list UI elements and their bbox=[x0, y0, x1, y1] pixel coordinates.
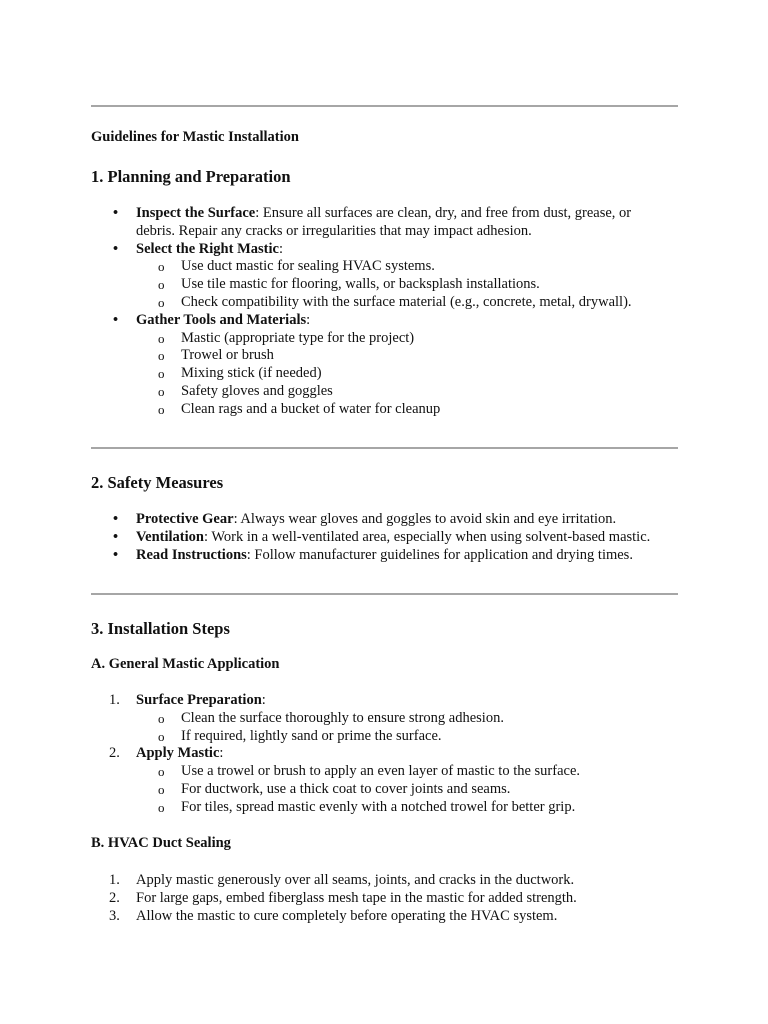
item-text: : bbox=[278, 240, 283, 257]
subsection-heading-hvac: B. HVAC Duct Sealing bbox=[91, 835, 231, 851]
list-item-protective-gear bbox=[91, 511, 691, 529]
sub-item-text: Use tile mastic for flooring, walls, or backsplash installations. bbox=[181, 276, 540, 293]
sub-item-text: Clean the surface thoroughly to ensure strong adhesion. bbox=[181, 709, 504, 726]
item-text: : bbox=[219, 745, 224, 762]
list-item-gather-tools bbox=[91, 312, 691, 330]
sub-bullet-marker: o bbox=[158, 781, 165, 797]
item-text-continued: debris. Repair any cracks or irregularities that may impact adhesion. bbox=[136, 222, 532, 239]
sub-item-text: Mixing stick (if needed) bbox=[181, 365, 322, 382]
item-text: : Always wear gloves and goggles to avoid skin and eye irritation. bbox=[233, 511, 617, 527]
item-term: Gather Tools and Materials bbox=[136, 311, 307, 328]
sub-list-item bbox=[91, 799, 691, 817]
item-text: : bbox=[261, 692, 266, 708]
sub-list-item bbox=[91, 763, 691, 781]
sub-item-text: Trowel or brush bbox=[181, 347, 274, 364]
sub-bullet-marker: o bbox=[158, 330, 165, 346]
item-text: Allow the mastic to cure completely before operating the HVAC system. bbox=[136, 907, 558, 924]
sub-list-item bbox=[91, 781, 691, 799]
sub-list-item bbox=[91, 365, 691, 383]
number-marker: 1. bbox=[109, 872, 120, 888]
item-term: Apply Mastic bbox=[136, 745, 220, 762]
general-application-list bbox=[91, 692, 691, 817]
sub-item-text: Mastic (appropriate type for the project) bbox=[181, 329, 415, 346]
sub-item-text: Check compatibility with the surface material (e.g., concrete, metal, drywall). bbox=[181, 293, 632, 310]
item-text: Apply mastic generously over all seams, joints, and cracks in the ductwork. bbox=[136, 872, 575, 888]
item-term: Surface Preparation bbox=[136, 692, 262, 708]
item-term: Inspect the Surface bbox=[136, 205, 256, 221]
item-text: : bbox=[306, 311, 311, 328]
section-heading-installation: 3. Installation Steps bbox=[91, 619, 230, 638]
sub-bullet-marker: o bbox=[158, 728, 165, 744]
sub-bullet-marker: o bbox=[158, 277, 165, 293]
list-item-read-instructions bbox=[91, 547, 691, 565]
item-term: Read Instructions bbox=[136, 546, 247, 563]
sub-item-text: Use duct mastic for sealing HVAC systems. bbox=[181, 258, 435, 275]
sub-list-item bbox=[91, 710, 691, 728]
sub-bullet-marker: o bbox=[158, 294, 165, 310]
sub-bullet-marker: o bbox=[158, 710, 165, 726]
item-term: Select the Right Mastic bbox=[136, 240, 279, 257]
sub-list-item bbox=[91, 258, 691, 276]
numbered-item-surface-preparation bbox=[91, 692, 691, 710]
item-text: For large gaps, embed fiberglass mesh tape in the mastic for added strength. bbox=[136, 889, 577, 906]
hvac-sealing-list bbox=[91, 872, 691, 925]
sub-list-item bbox=[91, 383, 691, 401]
document-title: Guidelines for Mastic Installation bbox=[91, 129, 299, 145]
planning-list bbox=[91, 205, 691, 419]
numbered-item bbox=[91, 908, 691, 926]
sub-list-item bbox=[91, 330, 691, 348]
number-marker: 2. bbox=[109, 745, 120, 762]
sub-bullet-marker: o bbox=[158, 348, 165, 364]
sub-item-text: Clean rags and a bucket of water for cleanup bbox=[181, 400, 441, 417]
item-text: : Follow manufacturer guidelines for application and drying times. bbox=[246, 546, 633, 563]
numbered-item bbox=[91, 890, 691, 908]
numbered-item bbox=[91, 872, 691, 890]
bullet-marker: • bbox=[113, 240, 119, 257]
sub-item-text: Use a trowel or brush to apply an even layer of mastic to the surface. bbox=[181, 763, 581, 780]
bullet-marker: • bbox=[113, 511, 119, 527]
item-text: : Work in a well-ventilated area, especially when using solvent-based mastic. bbox=[203, 528, 651, 545]
section-heading-planning: 1. Planning and Preparation bbox=[91, 167, 291, 186]
list-item-select-mastic bbox=[91, 241, 691, 259]
sub-bullet-marker: o bbox=[158, 366, 165, 382]
sub-item-text: For tiles, spread mastic evenly with a notched trowel for better grip. bbox=[181, 798, 576, 815]
number-marker: 1. bbox=[109, 692, 120, 708]
bullet-marker: • bbox=[113, 546, 119, 563]
bullet-marker: • bbox=[113, 205, 119, 221]
item-text: : Ensure all surfaces are clean, dry, and free from dust, grease, or bbox=[255, 205, 632, 221]
safety-list bbox=[91, 511, 691, 564]
number-marker: 3. bbox=[109, 907, 120, 924]
sub-list-item bbox=[91, 728, 691, 746]
sub-list-item bbox=[91, 294, 691, 312]
list-item-inspect-surface bbox=[91, 205, 691, 241]
horizontal-rule-1 bbox=[91, 447, 678, 449]
sub-list-item bbox=[91, 401, 691, 419]
horizontal-rule-top bbox=[91, 105, 678, 107]
sub-bullet-marker: o bbox=[158, 401, 165, 417]
sub-bullet-marker: o bbox=[158, 799, 165, 815]
sub-item-text: Safety gloves and goggles bbox=[181, 382, 333, 399]
sub-bullet-marker: o bbox=[158, 764, 165, 780]
subsection-heading-general: A. General Mastic Application bbox=[91, 656, 280, 672]
item-term: Ventilation bbox=[136, 528, 204, 545]
section-heading-safety: 2. Safety Measures bbox=[91, 473, 224, 492]
item-term: Protective Gear bbox=[136, 511, 234, 527]
sub-list-item bbox=[91, 276, 691, 294]
numbered-item-apply-mastic bbox=[91, 745, 691, 763]
sub-item-text: If required, lightly sand or prime the surface. bbox=[181, 727, 442, 744]
bullet-marker: • bbox=[113, 311, 119, 328]
sub-list-item bbox=[91, 347, 691, 365]
number-marker: 2. bbox=[109, 889, 120, 906]
list-item-ventilation bbox=[91, 529, 691, 547]
horizontal-rule-2 bbox=[91, 593, 678, 595]
sub-bullet-marker: o bbox=[158, 259, 165, 275]
sub-item-text: For ductwork, use a thick coat to cover joints and seams. bbox=[181, 780, 511, 797]
bullet-marker: • bbox=[113, 528, 119, 545]
sub-bullet-marker: o bbox=[158, 383, 165, 399]
